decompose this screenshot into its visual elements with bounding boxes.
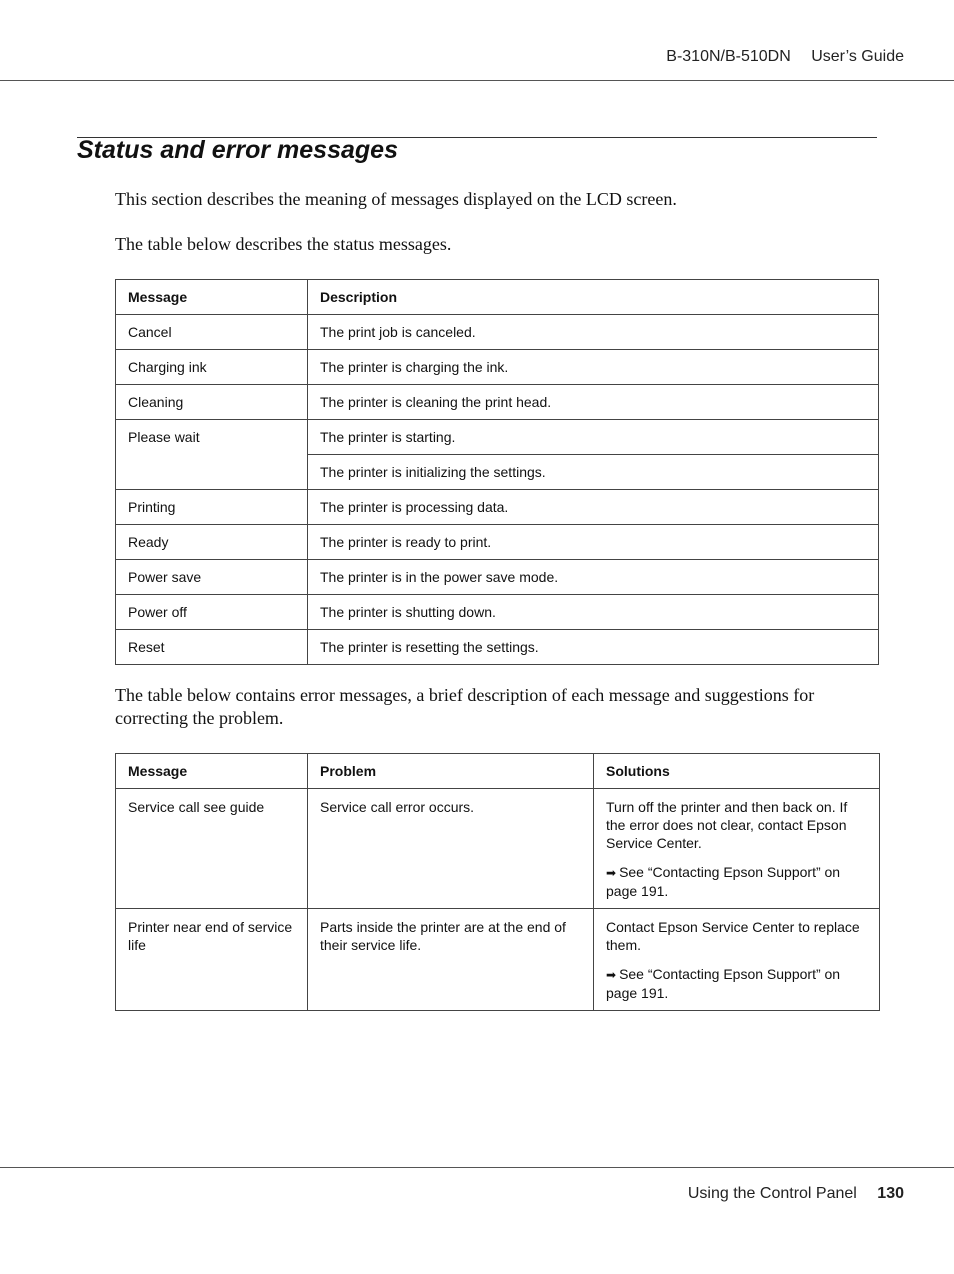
cross-reference bbox=[606, 863, 867, 900]
table-row bbox=[116, 525, 879, 560]
message-cell: Power off bbox=[116, 595, 308, 630]
column-header: Message bbox=[116, 280, 308, 315]
page-number: 130 bbox=[877, 1185, 904, 1202]
message-cell: Printer near end of service life bbox=[116, 909, 308, 1011]
solution-text: Contact Epson Service Center to replace them. bbox=[606, 919, 860, 953]
status-table bbox=[115, 279, 879, 665]
solution-text: Turn off the printer and then back on. If the error does not clear, contact Epson Service Center. bbox=[606, 799, 848, 851]
header-model: B-310N/B-510DN bbox=[666, 48, 791, 65]
table-row bbox=[116, 420, 879, 455]
message-cell: Power save bbox=[116, 560, 308, 595]
header-rule bbox=[0, 80, 954, 81]
solution-cell bbox=[594, 909, 880, 1011]
table-row bbox=[116, 350, 879, 385]
description-cell: The printer is charging the ink. bbox=[308, 350, 879, 385]
table-row bbox=[116, 789, 880, 909]
intro-paragraph: This section describes the meaning of messages displayed on the LCD screen. bbox=[115, 189, 677, 209]
table-row bbox=[116, 385, 879, 420]
message-cell: Cancel bbox=[116, 315, 308, 350]
description-cell: The printer is in the power save mode. bbox=[308, 560, 879, 595]
description-cell: The printer is initializing the settings. bbox=[308, 455, 879, 490]
column-header: Description bbox=[308, 280, 879, 315]
cross-reference bbox=[606, 965, 867, 1002]
description-cell: The printer is resetting the settings. bbox=[308, 630, 879, 665]
footer-section: Using the Control Panel bbox=[687, 1185, 857, 1202]
cross-reference-link[interactable]: See “Contacting Epson Support” on page 191. bbox=[606, 966, 841, 1001]
solution-cell bbox=[594, 789, 880, 909]
description-cell: The printer is starting. bbox=[308, 420, 879, 455]
table-row bbox=[116, 909, 880, 1011]
description-cell: The printer is ready to print. bbox=[308, 525, 879, 560]
table-row bbox=[116, 560, 879, 595]
description-cell: The printer is cleaning the print head. bbox=[308, 385, 879, 420]
footer-rule bbox=[0, 1167, 954, 1168]
page-footer bbox=[688, 1185, 904, 1203]
header-guide-title: User’s Guide bbox=[811, 48, 904, 65]
message-cell: Cleaning bbox=[116, 385, 308, 420]
message-cell: Service call see guide bbox=[116, 789, 308, 909]
table-header-row bbox=[116, 754, 880, 789]
message-cell: Charging ink bbox=[116, 350, 308, 385]
arrow-right-icon: ➡ bbox=[606, 866, 617, 880]
problem-cell: Parts inside the printer are at the end of their service life. bbox=[308, 909, 594, 1011]
column-header: Solutions bbox=[594, 754, 880, 789]
description-cell: The print job is canceled. bbox=[308, 315, 879, 350]
arrow-right-icon: ➡ bbox=[606, 968, 617, 982]
problem-cell: Service call error occurs. bbox=[308, 789, 594, 909]
message-cell: Reset bbox=[116, 630, 308, 665]
status-intro-paragraph: The table below describes the status messages. bbox=[115, 234, 452, 254]
message-cell: Please wait bbox=[116, 420, 308, 490]
cross-reference-link[interactable]: See “Contacting Epson Support” on page 191. bbox=[606, 864, 841, 899]
table-row bbox=[116, 630, 879, 665]
description-cell: The printer is processing data. bbox=[308, 490, 879, 525]
table-row bbox=[116, 490, 879, 525]
column-header: Message bbox=[116, 754, 308, 789]
table-row bbox=[116, 315, 879, 350]
message-cell: Ready bbox=[116, 525, 308, 560]
error-table bbox=[115, 753, 880, 1011]
table-row bbox=[116, 595, 879, 630]
message-cell: Printing bbox=[116, 490, 308, 525]
section-title: Status and error messages bbox=[77, 136, 398, 164]
error-intro-paragraph: The table below contains error messages, a brief description of each message and suggestions for correcting the problem. bbox=[115, 685, 815, 728]
description-cell: The printer is shutting down. bbox=[308, 595, 879, 630]
table-header-row bbox=[116, 280, 879, 315]
column-header: Problem bbox=[308, 754, 594, 789]
page-header bbox=[666, 48, 904, 66]
